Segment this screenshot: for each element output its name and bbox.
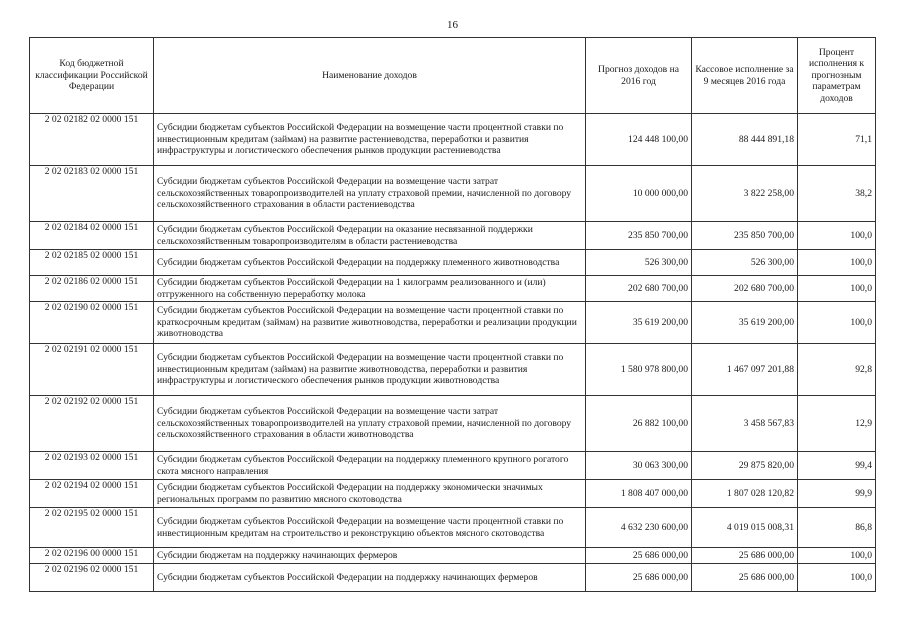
cell-cash: 1 807 028 120,82 [692, 480, 798, 508]
cell-name: Субсидии бюджетам субъектов Российской Федерации на поддержку экономически значимых региональных программ по развитию мясного скотоводства [154, 480, 586, 508]
cell-name: Субсидии бюджетам субъектов Российской Федерации на поддержку племенного животноводства [154, 250, 586, 276]
cell-forecast: 25 686 000,00 [586, 564, 692, 592]
cell-name: Субсидии бюджетам субъектов Российской Федерации на возмещение части процентной ставки по инвестиционным кредитам на строительство и реконструкцию объектов мясного скотоводства [154, 508, 586, 548]
cell-cash: 29 875 820,00 [692, 452, 798, 480]
header-name: Наименование доходов [154, 38, 586, 114]
cell-cash: 88 444 891,18 [692, 114, 798, 166]
cell-percent: 12,9 [798, 396, 876, 452]
cell-code: 2 02 02192 02 0000 151 [30, 396, 154, 452]
table-row [30, 480, 876, 508]
cell-code: 2 02 02184 02 0000 151 [30, 222, 154, 250]
cell-cash: 3 822 258,00 [692, 166, 798, 222]
cell-name: Субсидии бюджетам субъектов Российской Федерации на возмещение части процентной ставки по краткосрочным кредитам (займам) на развитие животноводства, переработки и реализации продукции животноводства [154, 302, 586, 344]
cell-percent: 92,8 [798, 344, 876, 396]
cell-code: 2 02 02182 02 0000 151 [30, 114, 154, 166]
cell-cash: 1 467 097 201,88 [692, 344, 798, 396]
cell-forecast: 235 850 700,00 [586, 222, 692, 250]
cell-code: 2 02 02195 02 0000 151 [30, 508, 154, 548]
cell-percent: 71,1 [798, 114, 876, 166]
cell-forecast: 26 882 100,00 [586, 396, 692, 452]
cell-name: Субсидии бюджетам субъектов Российской Федерации на поддержку начинающих фермеров [154, 564, 586, 592]
cell-code: 2 02 02183 02 0000 151 [30, 166, 154, 222]
cell-forecast: 1 808 407 000,00 [586, 480, 692, 508]
header-cash: Кассовое исполнение за 9 месяцев 2016 года [692, 38, 798, 114]
cell-percent: 100,0 [798, 564, 876, 592]
table-row [30, 222, 876, 250]
cell-percent: 100,0 [798, 222, 876, 250]
header-percent: Процент исполнения к прогнозным параметрам доходов [798, 38, 876, 114]
cell-percent: 99,4 [798, 452, 876, 480]
cell-forecast: 1 580 978 800,00 [586, 344, 692, 396]
cell-cash: 4 019 015 008,31 [692, 508, 798, 548]
cell-percent: 100,0 [798, 302, 876, 344]
cell-code: 2 02 02196 00 0000 151 [30, 548, 154, 564]
cell-name: Субсидии бюджетам субъектов Российской Федерации на оказание несвязанной поддержки сельскохозяйственным товаропроизводителям в области растениеводства [154, 222, 586, 250]
table-header-row [30, 38, 876, 114]
table-row [30, 114, 876, 166]
cell-name: Субсидии бюджетам субъектов Российской Федерации на возмещение части процентной ставки по инвестиционным кредитам (займам) на развитие животноводства, переработки и развития инфраструктуры и логистического обеспечения рынков продукции животноводства [154, 344, 586, 396]
cell-cash: 202 680 700,00 [692, 276, 798, 302]
table-row [30, 302, 876, 344]
cell-code: 2 02 02185 02 0000 151 [30, 250, 154, 276]
cell-code: 2 02 02194 02 0000 151 [30, 480, 154, 508]
table-row [30, 548, 876, 564]
cell-forecast: 124 448 100,00 [586, 114, 692, 166]
cell-cash: 25 686 000,00 [692, 548, 798, 564]
cell-code: 2 02 02193 02 0000 151 [30, 452, 154, 480]
cell-percent: 38,2 [798, 166, 876, 222]
cell-cash: 35 619 200,00 [692, 302, 798, 344]
cell-percent: 100,0 [798, 276, 876, 302]
cell-percent: 99,9 [798, 480, 876, 508]
cell-code: 2 02 02190 02 0000 151 [30, 302, 154, 344]
table-row [30, 564, 876, 592]
header-code: Код бюджетной классификации Российской Федерации [30, 38, 154, 114]
cell-forecast: 526 300,00 [586, 250, 692, 276]
cell-name: Субсидии бюджетам субъектов Российской Федерации на 1 килограмм реализованного и (или) отгруженного на собственную переработку молока [154, 276, 586, 302]
table-row [30, 250, 876, 276]
cell-name: Субсидии бюджетам субъектов Российской Федерации на поддержку племенного крупного рогатого скота мясного направления [154, 452, 586, 480]
cell-code: 2 02 02186 02 0000 151 [30, 276, 154, 302]
table-row [30, 166, 876, 222]
cell-cash: 526 300,00 [692, 250, 798, 276]
header-forecast: Прогноз доходов на 2016 год [586, 38, 692, 114]
cell-name: Субсидии бюджетам субъектов Российской Федерации на возмещение части затрат сельскохозяйственных товаропроизводителей на уплату страховой премии, начисленной по договору сельскохозяйственного страхования в области растениеводства [154, 166, 586, 222]
cell-forecast: 202 680 700,00 [586, 276, 692, 302]
table-row [30, 396, 876, 452]
cell-forecast: 25 686 000,00 [586, 548, 692, 564]
revenue-table [29, 37, 876, 592]
cell-forecast: 4 632 230 600,00 [586, 508, 692, 548]
table-row [30, 508, 876, 548]
cell-cash: 3 458 567,83 [692, 396, 798, 452]
cell-cash: 25 686 000,00 [692, 564, 798, 592]
cell-forecast: 10 000 000,00 [586, 166, 692, 222]
cell-code: 2 02 02191 02 0000 151 [30, 344, 154, 396]
cell-forecast: 30 063 300,00 [586, 452, 692, 480]
cell-percent: 100,0 [798, 250, 876, 276]
cell-percent: 100,0 [798, 548, 876, 564]
cell-code: 2 02 02196 02 0000 151 [30, 564, 154, 592]
cell-name: Субсидии бюджетам субъектов Российской Федерации на возмещение части процентной ставки по инвестиционным кредитам (займам) на развитие растениеводства, переработки и развития инфраструктуры и логистического обеспечения рынков продукции растениеводства [154, 114, 586, 166]
page-number: 16 [447, 19, 458, 31]
cell-forecast: 35 619 200,00 [586, 302, 692, 344]
table-row [30, 452, 876, 480]
cell-name: Субсидии бюджетам субъектов Российской Федерации на возмещение части затрат сельскохозяйственных товаропроизводителей на уплату страховой премии, начисленной по договору сельскохозяйственного страхования в области животноводства [154, 396, 586, 452]
cell-name: Субсидии бюджетам на поддержку начинающих фермеров [154, 548, 586, 564]
table-row [30, 344, 876, 396]
table-row [30, 276, 876, 302]
cell-cash: 235 850 700,00 [692, 222, 798, 250]
cell-percent: 86,8 [798, 508, 876, 548]
